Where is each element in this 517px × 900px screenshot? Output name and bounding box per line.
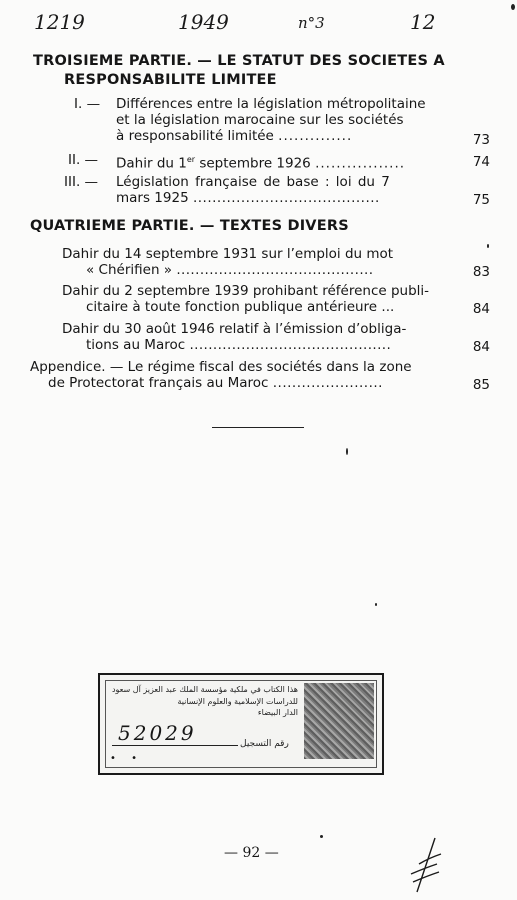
part4-entry-3 xyxy=(62,321,492,357)
ink-speck xyxy=(346,448,348,455)
page-number: 74 xyxy=(472,154,490,170)
stamp-arabic-line1: هذا الكتاب في ملكية مؤسسة الملك عبد العزيز آل سعود xyxy=(111,685,298,694)
stamp-registration-number: 52029 xyxy=(118,721,197,745)
handwritten-number-1: 1219 xyxy=(34,10,85,34)
signature-scribble xyxy=(405,834,445,896)
entry-text-line xyxy=(116,152,405,172)
entry-text-line xyxy=(86,262,373,278)
part4-entry-2 xyxy=(62,283,492,319)
entry-text-line xyxy=(116,190,380,206)
leader-dots: .......................................... xyxy=(176,262,374,278)
page-number: 83 xyxy=(472,264,490,280)
entry-number: III. — xyxy=(64,174,99,190)
page-number: 84 xyxy=(472,301,490,317)
entry-text-line: Dahir du 14 septembre 1931 sur l’emploi du mot xyxy=(62,246,394,262)
part4-entry-1 xyxy=(62,246,492,282)
seal-image xyxy=(304,683,374,759)
stamp-underline xyxy=(112,745,238,746)
handwritten-number-2: 1949 xyxy=(178,10,229,34)
entry-text-line xyxy=(48,375,383,391)
entry-text-line: Différences entre la législation métropolitaine xyxy=(116,96,426,112)
entry-text-line: Appendice. — Le régime fiscal des sociétés dans la zone xyxy=(30,359,412,375)
entry-number: II. — xyxy=(68,152,99,168)
entry-text: tions au Maroc xyxy=(86,337,186,353)
leader-dots: ................. xyxy=(315,155,406,172)
entry-text: de Protectorat français au Maroc xyxy=(48,375,269,391)
library-stamp xyxy=(98,673,384,775)
entry-text-line: et la législation marocaine sur les sociétés xyxy=(116,112,404,128)
ink-speck xyxy=(487,244,489,248)
page-number: 73 xyxy=(472,132,490,148)
entry-text: mars 1925 xyxy=(116,190,189,206)
part3-entry-2 xyxy=(68,152,492,170)
stamp-arabic-line3: الدار البيضاء xyxy=(257,708,298,717)
stamp-registration-label: رقم التسجيل xyxy=(240,739,289,749)
leader-dots: .............. xyxy=(278,128,353,144)
part4-title: QUATRIEME PARTIE. — TEXTES DIVERS xyxy=(30,218,349,234)
ink-speck xyxy=(511,4,515,10)
handwritten-number-3: n°3 xyxy=(298,14,325,32)
part3-title-line2: RESPONSABILITE LIMITEE xyxy=(64,72,277,88)
entry-text: à responsabilité limitée xyxy=(116,128,274,144)
page-folio: — 92 — xyxy=(224,845,279,861)
entry-text-line: Dahir du 2 septembre 1939 prohibant référence publi- xyxy=(62,283,430,299)
part3-title-line1: TROISIEME PARTIE. — LE STATUT DES SOCIETES A xyxy=(33,53,445,69)
ink-speck xyxy=(375,603,377,606)
part3-entry-3 xyxy=(64,174,492,210)
entry-text-line: Législation française de base : loi du 7 xyxy=(116,174,390,190)
entry-number: I. — xyxy=(74,96,101,112)
entry-text: Dahir du 1 xyxy=(116,155,187,172)
page-number: 85 xyxy=(472,377,490,393)
leader-dots: ........................................... xyxy=(189,337,392,353)
separator-rule xyxy=(212,427,304,428)
entry-text-line: citaire à toute fonction publique antérieure ... xyxy=(86,299,395,315)
stamp-arabic-line2: للدراسات الإسلامية والعلوم الإنسانية xyxy=(177,697,298,706)
leader-dots: ....................... xyxy=(272,375,383,391)
entry-text-line xyxy=(86,337,391,353)
appendice-entry xyxy=(30,359,492,395)
ink-speck xyxy=(320,835,323,838)
part3-entry-1 xyxy=(74,96,492,148)
stamp-dots: • • xyxy=(110,753,143,764)
entry-text: septembre 1926 xyxy=(195,155,311,172)
handwritten-number-4: 12 xyxy=(410,10,436,34)
page-number: 84 xyxy=(472,339,490,355)
entry-text-line: Dahir du 30 août 1946 relatif à l’émission d’obliga- xyxy=(62,321,407,337)
page-number: 75 xyxy=(472,192,490,208)
leader-dots: ....................................... xyxy=(192,190,380,206)
superscript: er xyxy=(186,155,196,164)
entry-text-line xyxy=(116,128,352,144)
entry-text: « Chérifien » xyxy=(86,262,173,278)
